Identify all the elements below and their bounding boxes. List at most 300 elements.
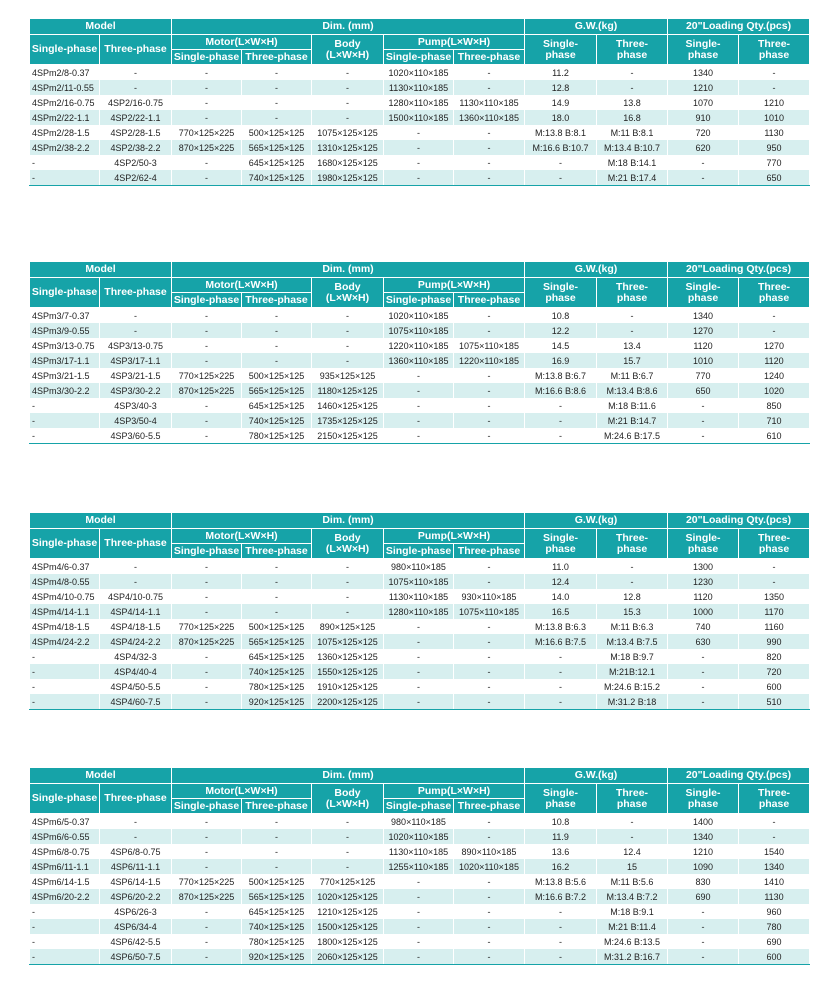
table-cell: 4SPm4/6-0.37 <box>30 559 100 575</box>
table-cell: - <box>384 679 454 694</box>
pump-three-phase-header: Three-phase <box>454 544 525 559</box>
table-cell: 650 <box>668 383 739 398</box>
table-cell: M:13.4 B:8.6 <box>597 383 668 398</box>
table-cell: 1120 <box>668 589 739 604</box>
table-cell: - <box>454 65 525 81</box>
table-cell: 645×125×125 <box>242 398 312 413</box>
table-cell: - <box>242 338 312 353</box>
table-cell: 1180×125×125 <box>312 383 384 398</box>
table-cell: 4SP2/38-2.2 <box>100 140 172 155</box>
table-cell: 4SP3/21-1.5 <box>100 368 172 383</box>
table-row <box>30 398 810 413</box>
gw-three-header: Three- phase <box>597 784 668 814</box>
table-cell: 4SP6/34-4 <box>100 919 172 934</box>
table-cell: 12.2 <box>525 323 597 338</box>
table-cell: - <box>172 338 242 353</box>
table-cell: - <box>454 874 525 889</box>
table-cell: 4SP3/50-4 <box>100 413 172 428</box>
table-cell: - <box>172 559 242 575</box>
table-cell: 12.4 <box>597 844 668 859</box>
table-cell: M:24.6 B:17.5 <box>597 428 668 444</box>
table-cell: - <box>100 80 172 95</box>
table-cell: 4SPm3/30-2.2 <box>30 383 100 398</box>
table-cell: - <box>597 574 668 589</box>
table-cell: 890×110×185 <box>454 844 525 859</box>
table-row <box>30 110 810 125</box>
table-cell: - <box>30 413 100 428</box>
table-cell: 920×125×125 <box>242 694 312 710</box>
table-cell: - <box>525 949 597 965</box>
table-row <box>30 934 810 949</box>
loading-header: 20"Loading Qty.(pcs) <box>668 513 810 529</box>
table-cell: - <box>30 398 100 413</box>
table-row <box>30 904 810 919</box>
table-cell: - <box>242 814 312 830</box>
table-cell: - <box>30 170 100 186</box>
table-cell: 770×125×225 <box>172 125 242 140</box>
table-cell: 4SPm6/20-2.2 <box>30 889 100 904</box>
table-cell: - <box>312 859 384 874</box>
table-cell: 500×125×125 <box>242 125 312 140</box>
table-row <box>30 829 810 844</box>
pump-header: Pump(L×W×H) <box>384 35 525 50</box>
table-cell: 4SPm2/28-1.5 <box>30 125 100 140</box>
table-cell: 4SP4/14-1.1 <box>100 604 172 619</box>
table-cell: - <box>172 664 242 679</box>
table-cell: - <box>454 949 525 965</box>
table-cell: 4SP4/50-5.5 <box>100 679 172 694</box>
table-cell: - <box>668 694 739 710</box>
table-cell: - <box>172 949 242 965</box>
table-cell: - <box>384 634 454 649</box>
table-cell: 620 <box>668 140 739 155</box>
table-cell: 4SP6/20-2.2 <box>100 889 172 904</box>
table-cell: 820 <box>739 649 810 664</box>
table-row <box>30 140 810 155</box>
table-cell: 1340 <box>668 65 739 81</box>
table-cell: 500×125×125 <box>242 368 312 383</box>
table-cell: 4SPm3/9-0.55 <box>30 323 100 338</box>
table-cell: 4SP6/8-0.75 <box>100 844 172 859</box>
table-cell: - <box>100 559 172 575</box>
table-cell: 780×125×125 <box>242 428 312 444</box>
table-cell: - <box>668 919 739 934</box>
table-cell: - <box>454 308 525 324</box>
table-cell: - <box>242 829 312 844</box>
table-cell: 890×125×125 <box>312 619 384 634</box>
table-cell: M:13.8 B:5.6 <box>525 874 597 889</box>
table-cell: 1680×125×125 <box>312 155 384 170</box>
table-row <box>30 155 810 170</box>
spec-table-1 <box>29 18 810 186</box>
table-cell: 1160 <box>739 619 810 634</box>
table-cell: 565×125×125 <box>242 634 312 649</box>
spec-table-2 <box>29 261 810 444</box>
pump-three-phase-header: Three-phase <box>454 799 525 814</box>
table-cell: - <box>454 559 525 575</box>
model-three-phase-header: Three-phase <box>100 35 172 65</box>
table-cell: 1075×110×185 <box>384 323 454 338</box>
model-header: Model <box>30 513 172 529</box>
table-cell: - <box>739 308 810 324</box>
table-cell: M:16.6 B:7.5 <box>525 634 597 649</box>
table-row <box>30 413 810 428</box>
table-cell: 16.9 <box>525 353 597 368</box>
table-cell: - <box>739 559 810 575</box>
table-cell: 1460×125×125 <box>312 398 384 413</box>
table-cell: - <box>100 65 172 81</box>
table-cell: 1075×110×185 <box>454 338 525 353</box>
table-cell: - <box>384 140 454 155</box>
table-cell: - <box>384 125 454 140</box>
table-cell: - <box>384 368 454 383</box>
pump-single-phase-header: Single-phase <box>384 50 454 65</box>
gw-three-header: Three- phase <box>597 35 668 65</box>
table-cell: - <box>30 694 100 710</box>
table-cell: - <box>384 170 454 186</box>
table-cell: M:18 B:9.1 <box>597 904 668 919</box>
table-cell: M:11 B:6.3 <box>597 619 668 634</box>
table-cell: 14.5 <box>525 338 597 353</box>
model-three-phase-header: Three-phase <box>100 278 172 308</box>
table-cell: - <box>172 604 242 619</box>
table-cell: - <box>454 679 525 694</box>
table-cell: 1540 <box>739 844 810 859</box>
table-cell: - <box>312 814 384 830</box>
table-row <box>30 80 810 95</box>
table-cell: 4SP6/50-7.5 <box>100 949 172 965</box>
table-cell: - <box>30 155 100 170</box>
table-cell: - <box>30 679 100 694</box>
loading-header: 20"Loading Qty.(pcs) <box>668 262 810 278</box>
table-cell: - <box>384 428 454 444</box>
table-cell: - <box>454 904 525 919</box>
table-cell: 4SPm6/6-0.55 <box>30 829 100 844</box>
table-cell: M:11 B:8.1 <box>597 125 668 140</box>
table-cell: - <box>172 589 242 604</box>
table-cell: 1400 <box>668 814 739 830</box>
table-cell: - <box>454 155 525 170</box>
table-cell: M:13.8 B:6.3 <box>525 619 597 634</box>
table-cell: 645×125×125 <box>242 904 312 919</box>
table-cell: M:13.4 B:7.5 <box>597 634 668 649</box>
table-cell: - <box>597 80 668 95</box>
table-cell: 4SPm6/14-1.5 <box>30 874 100 889</box>
table-cell: - <box>312 589 384 604</box>
table-row <box>30 65 810 81</box>
spec-table-4 <box>29 767 810 965</box>
table-cell: 770×125×225 <box>172 368 242 383</box>
table-cell: - <box>242 110 312 125</box>
table-cell: - <box>454 619 525 634</box>
table-cell: - <box>384 694 454 710</box>
table-cell: - <box>172 859 242 874</box>
table-cell: 740 <box>668 619 739 634</box>
table-row <box>30 559 810 575</box>
table-row <box>30 889 810 904</box>
table-cell: 1360×110×185 <box>454 110 525 125</box>
table-cell: 645×125×125 <box>242 155 312 170</box>
table-cell: 720 <box>668 125 739 140</box>
table-cell: M:31.2 B:18 <box>597 694 668 710</box>
table-cell: 770×125×225 <box>172 619 242 634</box>
table-cell: 4SPm4/10-0.75 <box>30 589 100 604</box>
table-cell: 710 <box>739 413 810 428</box>
table-cell: - <box>172 95 242 110</box>
table-row <box>30 589 810 604</box>
table-cell: 1210 <box>668 844 739 859</box>
table-cell: 1270 <box>668 323 739 338</box>
table-cell: - <box>30 949 100 965</box>
table-cell: 4SPm2/22-1.1 <box>30 110 100 125</box>
table-cell: - <box>597 323 668 338</box>
table-cell: 1120 <box>668 338 739 353</box>
table-cell: 770 <box>668 368 739 383</box>
table-cell: - <box>597 829 668 844</box>
table-cell: 740×125×125 <box>242 664 312 679</box>
table-cell: - <box>100 574 172 589</box>
table-cell: 870×125×225 <box>172 383 242 398</box>
table-cell: 2150×125×125 <box>312 428 384 444</box>
table-cell: 1020×110×185 <box>454 859 525 874</box>
table-cell: 1120 <box>739 353 810 368</box>
table-cell: 830 <box>668 874 739 889</box>
table-row <box>30 353 810 368</box>
table-cell: 1130×110×185 <box>384 80 454 95</box>
table-cell: - <box>30 904 100 919</box>
table-cell: 4SPm3/7-0.37 <box>30 308 100 324</box>
table-cell: - <box>384 904 454 919</box>
table-cell: - <box>384 664 454 679</box>
table-row <box>30 170 810 186</box>
table-cell: - <box>30 428 100 444</box>
table-cell: - <box>454 814 525 830</box>
table-cell: - <box>312 559 384 575</box>
qty-single-header: Single- phase <box>668 784 739 814</box>
table-cell: - <box>525 904 597 919</box>
table-cell: 4SPm6/8-0.75 <box>30 844 100 859</box>
model-single-phase-header: Single-phase <box>30 35 100 65</box>
table-cell: M:16.6 B:10.7 <box>525 140 597 155</box>
table-cell: - <box>597 559 668 575</box>
table-row <box>30 949 810 965</box>
table-cell: - <box>242 65 312 81</box>
table-cell: - <box>668 170 739 186</box>
table-row <box>30 619 810 634</box>
table-row <box>30 874 810 889</box>
table-cell: - <box>384 398 454 413</box>
table-cell: - <box>668 904 739 919</box>
table-cell: - <box>668 679 739 694</box>
table-cell: 1300 <box>668 559 739 575</box>
motor-single-phase-header: Single-phase <box>172 50 242 65</box>
table-cell: - <box>454 664 525 679</box>
motor-header: Motor(L×W×H) <box>172 529 312 544</box>
motor-three-phase-header: Three-phase <box>242 544 312 559</box>
table-cell: 645×125×125 <box>242 649 312 664</box>
table-cell: - <box>525 398 597 413</box>
table-cell: - <box>525 428 597 444</box>
table-cell: 1130 <box>739 889 810 904</box>
table-cell: - <box>525 694 597 710</box>
table-cell: - <box>739 574 810 589</box>
model-three-phase-header: Three-phase <box>100 784 172 814</box>
table-cell: - <box>384 383 454 398</box>
table-cell: 935×125×125 <box>312 368 384 383</box>
table-cell: 980×110×185 <box>384 814 454 830</box>
table-cell: 1075×125×125 <box>312 634 384 649</box>
table-cell: - <box>172 814 242 830</box>
table-cell: - <box>668 155 739 170</box>
table-cell: 4SPm3/13-0.75 <box>30 338 100 353</box>
dim-header: Dim. (mm) <box>172 768 525 784</box>
table-cell: 11.0 <box>525 559 597 575</box>
table-cell: - <box>668 398 739 413</box>
table-cell: 4SPm2/8-0.37 <box>30 65 100 81</box>
table-cell: - <box>172 323 242 338</box>
table-cell: 950 <box>739 140 810 155</box>
table-cell: 740×125×125 <box>242 919 312 934</box>
table-row <box>30 368 810 383</box>
table-row <box>30 308 810 324</box>
table-cell: 1270 <box>739 338 810 353</box>
table-cell: - <box>312 323 384 338</box>
gw-header: G.W.(kg) <box>525 262 668 278</box>
table-cell: - <box>739 65 810 81</box>
table-row <box>30 664 810 679</box>
table-cell: 4SP3/13-0.75 <box>100 338 172 353</box>
table-cell: 15.3 <box>597 604 668 619</box>
table-cell: M:13.4 B:7.2 <box>597 889 668 904</box>
table-cell: 1220×110×185 <box>454 353 525 368</box>
table-cell: 4SPm6/11-1.1 <box>30 859 100 874</box>
table-cell: - <box>312 65 384 81</box>
motor-three-phase-header: Three-phase <box>242 799 312 814</box>
table-row <box>30 323 810 338</box>
table-cell: M:13.4 B:10.7 <box>597 140 668 155</box>
table-cell: 1020×110×185 <box>384 308 454 324</box>
table-cell: - <box>30 919 100 934</box>
table-cell: 1020×125×125 <box>312 889 384 904</box>
table-cell: 920×125×125 <box>242 949 312 965</box>
table-row <box>30 574 810 589</box>
table-cell: - <box>30 649 100 664</box>
table-cell: 11.2 <box>525 65 597 81</box>
table-cell: 4SPm6/5-0.37 <box>30 814 100 830</box>
pump-header: Pump(L×W×H) <box>384 529 525 544</box>
table-cell: 1010 <box>739 110 810 125</box>
body-header: Body (L×W×H) <box>312 529 384 559</box>
table-row <box>30 679 810 694</box>
table-cell: - <box>172 844 242 859</box>
dim-header: Dim. (mm) <box>172 513 525 529</box>
table-cell: - <box>384 874 454 889</box>
table-cell: 690 <box>668 889 739 904</box>
table-cell: 870×125×225 <box>172 140 242 155</box>
motor-single-phase-header: Single-phase <box>172 293 242 308</box>
table-cell: - <box>172 574 242 589</box>
table-cell: - <box>384 155 454 170</box>
table-cell: - <box>668 649 739 664</box>
motor-three-phase-header: Three-phase <box>242 50 312 65</box>
table-cell: 1550×125×125 <box>312 664 384 679</box>
table-cell: - <box>384 949 454 965</box>
table-cell: 4SP4/60-7.5 <box>100 694 172 710</box>
table-cell: - <box>172 353 242 368</box>
gw-header: G.W.(kg) <box>525 768 668 784</box>
table-cell: 10.8 <box>525 814 597 830</box>
table-cell: - <box>454 934 525 949</box>
table-row <box>30 383 810 398</box>
table-row <box>30 694 810 710</box>
table-cell: 1280×110×185 <box>384 95 454 110</box>
table-cell: - <box>454 80 525 95</box>
table-cell: - <box>525 679 597 694</box>
table-cell: 1340 <box>668 308 739 324</box>
table-cell: 630 <box>668 634 739 649</box>
table-cell: M:31.2 B:16.7 <box>597 949 668 965</box>
motor-header: Motor(L×W×H) <box>172 278 312 293</box>
body-header: Body (L×W×H) <box>312 35 384 65</box>
table-cell: 600 <box>739 949 810 965</box>
table-cell: - <box>312 844 384 859</box>
table-cell: - <box>242 80 312 95</box>
table-row <box>30 844 810 859</box>
model-three-phase-header: Three-phase <box>100 529 172 559</box>
table-cell: 740×125×125 <box>242 413 312 428</box>
table-cell: 14.0 <box>525 589 597 604</box>
table-cell: - <box>172 413 242 428</box>
table-cell: 4SP3/40-3 <box>100 398 172 413</box>
qty-three-header: Three- phase <box>739 529 810 559</box>
table-cell: M:21 B:11.4 <box>597 919 668 934</box>
table-cell: 1130×110×185 <box>384 589 454 604</box>
table-row <box>30 95 810 110</box>
table-cell: - <box>454 413 525 428</box>
table-cell: 1075×125×125 <box>312 125 384 140</box>
table-cell: - <box>172 110 242 125</box>
table-cell: - <box>172 428 242 444</box>
motor-single-phase-header: Single-phase <box>172 799 242 814</box>
table-cell: 565×125×125 <box>242 383 312 398</box>
table-cell: 4SPm2/38-2.2 <box>30 140 100 155</box>
table-cell: - <box>172 679 242 694</box>
table-cell: - <box>384 934 454 949</box>
table-cell: - <box>312 95 384 110</box>
table-cell: 10.8 <box>525 308 597 324</box>
table-cell: 1280×110×185 <box>384 604 454 619</box>
table-cell: - <box>384 649 454 664</box>
table-cell: M:21B:12.1 <box>597 664 668 679</box>
qty-single-header: Single- phase <box>668 35 739 65</box>
table-cell: - <box>242 323 312 338</box>
table-cell: 1340 <box>668 829 739 844</box>
table-cell: 4SPm4/14-1.1 <box>30 604 100 619</box>
table-cell: 980×110×185 <box>384 559 454 575</box>
table-cell: 690 <box>739 934 810 949</box>
table-cell: 4SP3/60-5.5 <box>100 428 172 444</box>
table-cell: - <box>312 353 384 368</box>
table-cell: - <box>172 65 242 81</box>
table-cell: - <box>454 889 525 904</box>
motor-three-phase-header: Three-phase <box>242 293 312 308</box>
table-cell: 500×125×125 <box>242 619 312 634</box>
table-cell: 1170 <box>739 604 810 619</box>
table-cell: 770×125×225 <box>172 874 242 889</box>
table-cell: 780×125×125 <box>242 679 312 694</box>
table-cell: 960 <box>739 904 810 919</box>
qty-three-header: Three- phase <box>739 278 810 308</box>
